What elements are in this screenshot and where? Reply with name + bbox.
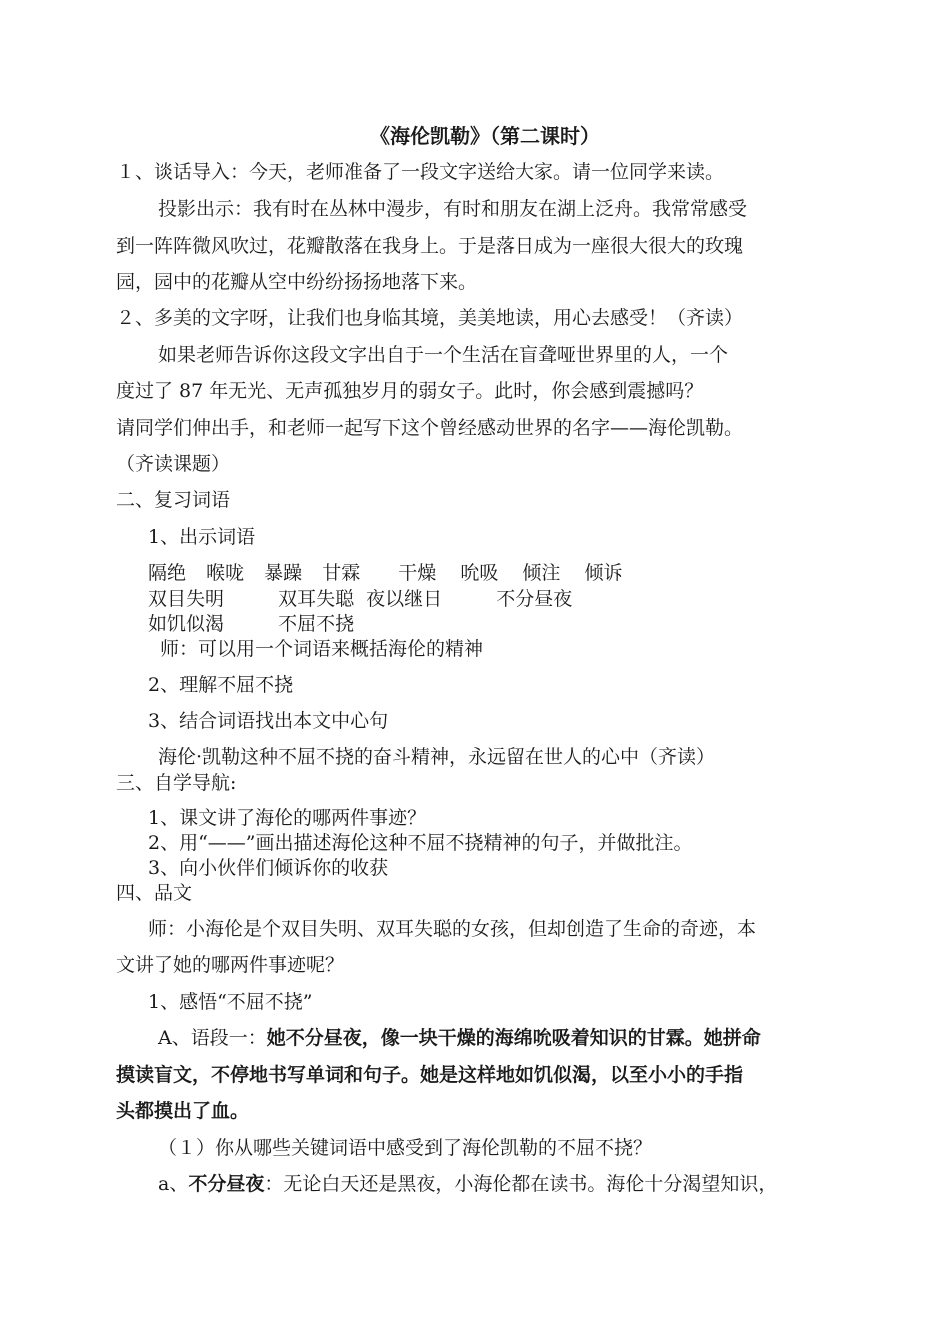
word: 甘霖 — [322, 562, 361, 584]
passage-a-label: A、语段一： — [158, 1027, 267, 1049]
word: 双目失明 — [148, 588, 225, 610]
word: 如饥似渴 — [148, 613, 225, 635]
word-list-row-2 — [148, 587, 572, 611]
answer-a-keyword: 不分昼夜 — [188, 1173, 265, 1195]
section-2-item-1: 1、出示词语 — [148, 526, 256, 548]
word-list-row-3 — [148, 612, 354, 636]
paragraph-read-title: （齐读课题） — [116, 453, 231, 475]
word: 喉咙 — [206, 562, 245, 584]
word: 不屈不挠 — [278, 613, 355, 635]
passage-a-line-3: 头都摸出了血。 — [116, 1100, 250, 1122]
word: 暴躁 — [264, 562, 303, 584]
word: 夜以继日 — [366, 588, 443, 610]
projection-line-2: 到一阵阵微风吹过，花瓣散落在我身上。于是落日成为一座很大很大的玫瑰 — [116, 235, 744, 257]
document-title: 《海伦凯勒》（第二课时） — [370, 124, 600, 148]
projection-line-3: 园，园中的花瓣从空中纷纷扬扬地落下来。 — [116, 271, 478, 293]
section-3-item-1: 1、课文讲了海伦的哪两件事迹？ — [148, 807, 427, 829]
paragraph-context-line-2: 度过了 87 年无光、无声孤独岁月的弱女子。此时，你会感到震撼吗？ — [116, 380, 704, 402]
word: 吮吸 — [460, 562, 499, 584]
section-3-item-2: 2、用“——”画出描述海伦这种不屈不挠精神的句子，并做批注。 — [148, 832, 693, 854]
word: 倾注 — [522, 562, 561, 584]
section-4-teacher-line-2: 文讲了她的哪两件事迹呢？ — [116, 954, 345, 976]
paragraph-intro: １、谈话导入：今天，老师准备了一段文字送给大家。请一位同学来读。 — [116, 161, 725, 183]
answer-a — [158, 1172, 777, 1196]
paragraph-read-aloud: ２、多美的文字呀，让我们也身临其境，美美地读，用心去感受！（齐读） — [116, 307, 744, 329]
section-3-heading: 三、自学导航: — [116, 772, 237, 794]
passage-a-line-1 — [158, 1026, 761, 1050]
section-3-item-3: 3、向小伙伴们倾诉你的收获 — [148, 857, 389, 879]
section-2-heading: 二、复习词语 — [116, 489, 231, 511]
section-2-item-2: 2、理解不屈不挠 — [148, 674, 294, 696]
word-list-row-1 — [148, 561, 622, 585]
section-4-teacher-line-1: 师：小海伦是个双目失明、双耳失聪的女孩，但却创造了生命的奇迹，本 — [148, 918, 757, 940]
central-sentence: 海伦·凯勒这种不屈不挠的奋斗精神，永远留在世人的心中（齐读） — [158, 746, 716, 768]
word: 干燥 — [398, 562, 437, 584]
word: 倾诉 — [584, 562, 623, 584]
section-4-heading: 四、品文 — [116, 882, 193, 904]
word: 隔绝 — [148, 562, 187, 584]
word: 双耳失聪 — [278, 588, 355, 610]
projection-line-1: 投影出示：我有时在丛林中漫步，有时和朋友在湖上泛舟。我常常感受 — [158, 198, 748, 220]
answer-a-text: ：无论白天还是黑夜，小海伦都在读书。海伦十分渴望知识， — [264, 1173, 778, 1195]
paragraph-write-name: 请同学们伸出手，和老师一起写下这个曾经感动世界的名字——海伦凯勒。 — [116, 417, 744, 439]
section-2-item-3: 3、结合词语找出本文中心句 — [148, 710, 389, 732]
section-4-item-1: 1、感悟“不屈不挠” — [148, 991, 313, 1013]
paragraph-context-line-1: 如果老师告诉你这段文字出自于一个生活在盲聋哑世界里的人，一个 — [158, 344, 729, 366]
passage-a-text: 她不分昼夜，像一块干燥的海绵吮吸着知识的甘霖。她拼命 — [266, 1027, 761, 1049]
word: 不分昼夜 — [496, 588, 573, 610]
answer-a-label: a、 — [158, 1173, 189, 1195]
passage-a-line-2: 摸读盲文，不停地书写单词和句子。她是这样地如饥似渴，以至小小的手指 — [116, 1064, 744, 1086]
teacher-prompt-spirit: 师：可以用一个词语来概括海伦的精神 — [160, 638, 484, 660]
question-1: （１）你从哪些关键词语中感受到了海伦凯勒的不屈不挠？ — [158, 1137, 653, 1159]
